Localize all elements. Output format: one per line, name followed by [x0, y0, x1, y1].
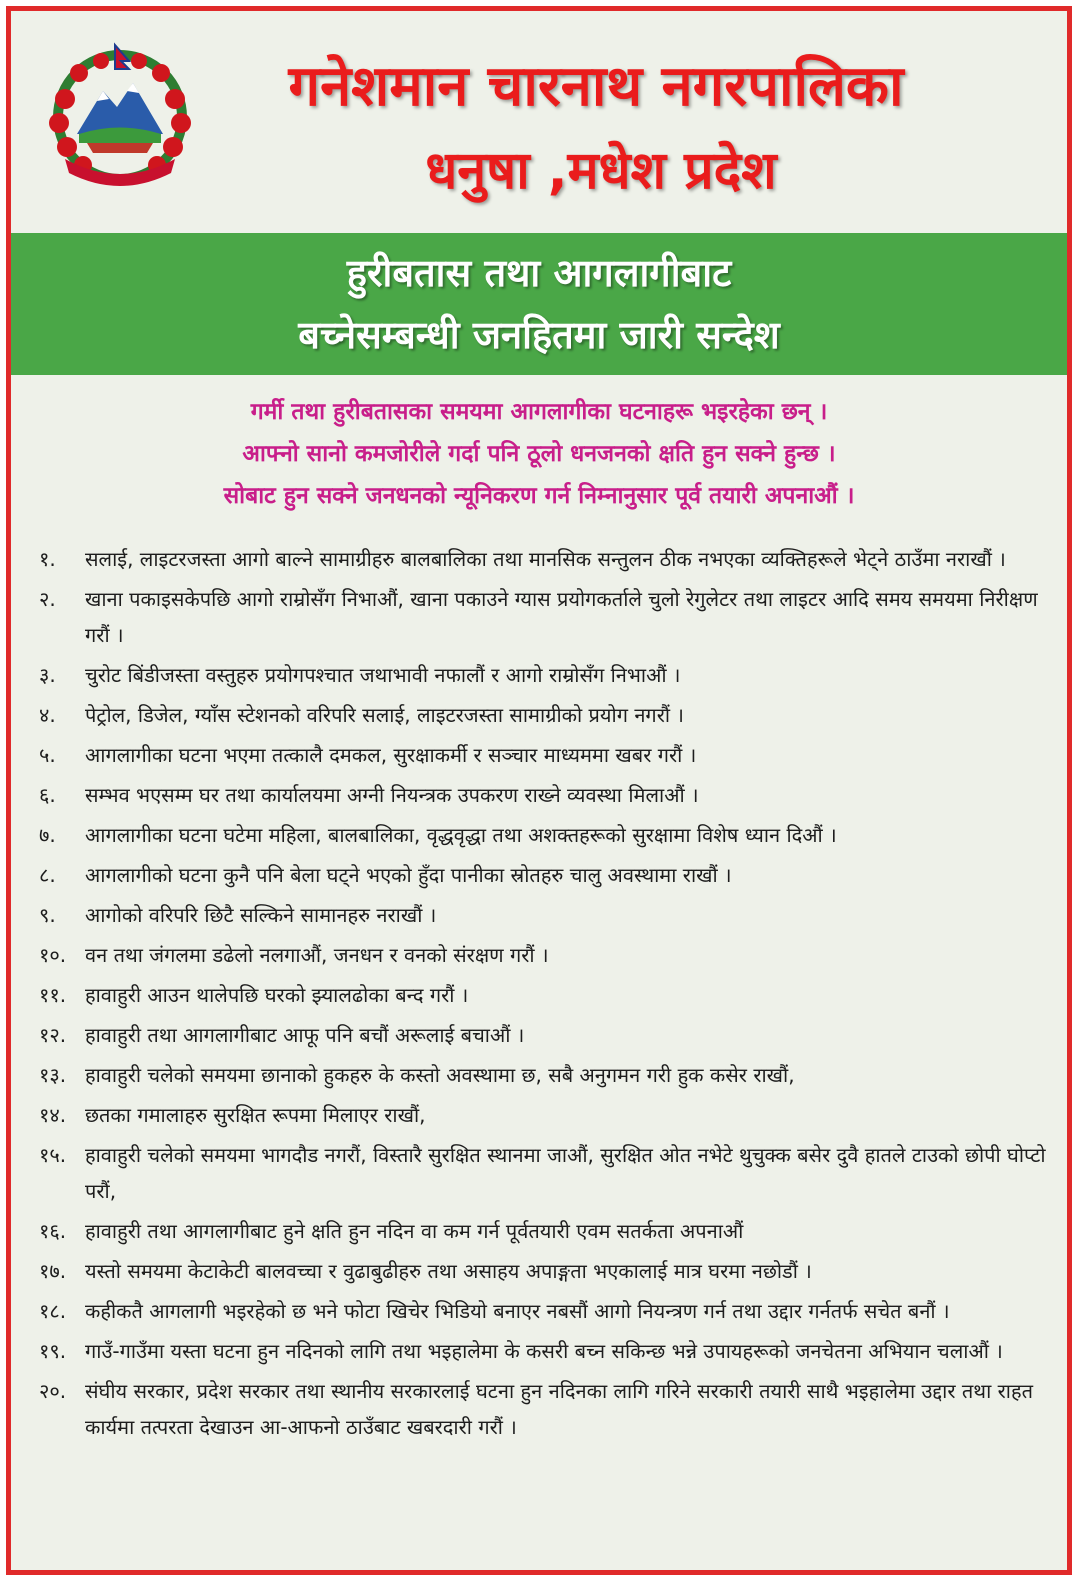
- poster-frame: [6, 6, 1072, 1575]
- list-item-number: १७.: [39, 1259, 67, 1283]
- list-item-number: ९.: [39, 903, 56, 927]
- title-banner: [11, 233, 1067, 375]
- list-item-number: २.: [39, 587, 56, 611]
- banner-title-line-2: बच्नेसम्बन्धी जनहितमा जारी सन्देश: [298, 313, 780, 357]
- list-item-text: आगलागीका घटना घटेमा महिला, बालबालिका, वृद्धवृद्धा तथा अशक्तहरूको सुरक्षामा विशेष ध्यान दिऔं ।: [85, 823, 837, 847]
- list-item: [39, 937, 1055, 973]
- intro-line: गर्मी तथा हुरीबतासका समयमा आगलागीका घटनाहरू भइरहेका छन् ।: [250, 399, 828, 425]
- list-item-number: ११.: [39, 983, 67, 1007]
- intro-line: सोबाट हुन सक्ने जनधनको न्यूनिकरण गर्न निम्नानुसार पूर्व तयारी अपनाऔं ।: [223, 483, 855, 509]
- list-item: [39, 1017, 1055, 1053]
- list-item-text: हावाहुरी चलेको समयमा भागदौड नगरौं, विस्तारै सुरक्षित स्थानमा जाऔं, सुरक्षित ओत नभेटे थुचुक्क बसेर दुवै हातले टाउको छोपी घोप्टो परौं,: [85, 1143, 1046, 1203]
- banner-title-line-1: हुरीबतास तथा आगलागीबाट: [346, 251, 732, 295]
- list-item: [39, 897, 1055, 933]
- intro-line: आफ्नो सानो कमजोरीले गर्दा पनि ठूलो धनजनको क्षति हुन सक्ने हुन्छ ।: [242, 441, 836, 467]
- list-item-text: सम्भव भएसम्म घर तथा कार्यालयमा अग्नी नियन्त्रक उपकरण राख्ने व्यवस्था मिलाऔं ।: [85, 783, 699, 807]
- list-item-number: १०.: [39, 943, 67, 967]
- list-item: [39, 817, 1055, 853]
- list-item-number: ७.: [39, 823, 56, 847]
- list-item-number: १.: [39, 547, 56, 571]
- list-item: [39, 1373, 1055, 1445]
- municipality-name: गनेशमान चारनाथ नगरपालिका: [288, 54, 904, 119]
- list-item: [39, 657, 1055, 693]
- list-item-number: १४.: [39, 1103, 67, 1127]
- list-item-number: ६.: [39, 783, 56, 807]
- poster-header: [11, 11, 1067, 233]
- list-item-number: १५.: [39, 1143, 67, 1167]
- list-item: [39, 1137, 1055, 1209]
- list-item-text: वन तथा जंगलमा डढेलो नलगाऔं, जनधन र वनको संरक्षण गरौं ।: [85, 943, 549, 967]
- list-item-number: ३.: [39, 663, 56, 687]
- list-item: [39, 777, 1055, 813]
- list-item-text: कहीकतै आगलागी भइरहेको छ भने फोटा खिचेर भिडियो बनाएर नबसौं आगो नियन्त्रण गर्न तथा उद्दार गर्नतर्फ सचेत बनौं ।: [85, 1299, 950, 1323]
- list-item-text: हावाहुरी आउन थालेपछि घरको झ्यालढोका बन्द गरौं ।: [85, 983, 469, 1007]
- municipality-location: धनुषा ,मधेश प्रदेश: [425, 141, 777, 201]
- list-item-text: हावाहुरी तथा आगलागीबाट हुने क्षति हुन नदिन वा कम गर्न पूर्वतयारी एवम सतर्कता अपनाऔं: [85, 1219, 744, 1243]
- list-item-text: यस्तो समयमा केटाकेटी बालवच्चा र वुढाबुढीहरु तथा असाहय अपाङ्गता भएकालाई मात्र घरमा नछोडौं ।: [85, 1259, 812, 1283]
- list-item: [39, 697, 1055, 733]
- list-item-text: चुरोट बिंडीजस्ता वस्तुहरु प्रयोगपश्चात जथाभावी नफालौं र आगो राम्रोसँग निभाऔं ।: [85, 663, 681, 687]
- list-item: [39, 1057, 1055, 1093]
- list-item: [39, 581, 1055, 653]
- intro-message: [11, 391, 1067, 517]
- list-item-number: १३.: [39, 1063, 67, 1087]
- list-item: [39, 1293, 1055, 1329]
- list-item-text: हावाहुरी तथा आगलागीबाट आफू पनि बचौं अरूलाई बचाऔं ।: [85, 1023, 525, 1047]
- list-item-text: सलाई, लाइटरजस्ता आगो बाल्ने सामाग्रीहरु बालबालिका तथा मानसिक सन्तुलन ठीक नभएका व्यक्तिहरूले भेट्ने ठाउँमा नराखौं ।: [85, 547, 1006, 571]
- list-item: [39, 1333, 1055, 1369]
- instructions-list: [39, 541, 1055, 1449]
- list-item-text: हावाहुरी चलेको समयमा छानाको हुकहरु के कस्तो अवस्थामा छ, सबै अनुगमन गरी हुक कसेर राखौं,: [85, 1063, 795, 1087]
- list-item-number: ४.: [39, 703, 56, 727]
- list-item-number: १९.: [39, 1339, 67, 1363]
- list-item: [39, 857, 1055, 893]
- list-item-number: ५.: [39, 743, 56, 767]
- nepal-emblem-icon: [35, 39, 205, 189]
- list-item-text: आगलागीका घटना भएमा तत्कालै दमकल, सुरक्षाकर्मी र सञ्चार माध्यममा खबर गरौं ।: [85, 743, 697, 767]
- list-item-number: १६.: [39, 1219, 67, 1243]
- list-item: [39, 541, 1055, 577]
- list-item-text: आगोको वरिपरि छिटै सल्किने सामानहरु नराखौं ।: [85, 903, 437, 927]
- list-item-text: गाउँ-गाउँमा यस्ता घटना हुन नदिनको लागि तथा भइहालेमा के कसरी बच्न सकिन्छ भन्ने उपायहरूको जनचेतना अभियान चलाऔं ।: [85, 1339, 1003, 1363]
- list-item: [39, 1253, 1055, 1289]
- list-item: [39, 977, 1055, 1013]
- list-item-number: ८.: [39, 863, 56, 887]
- list-item-text: छतका गमालाहरु सुरक्षित रूपमा मिलाएर राखौं,: [85, 1103, 426, 1127]
- list-item-text: संघीय सरकार, प्रदेश सरकार तथा स्थानीय सरकारलाई घटना हुन नदिनका लागि गरिने सरकारी तयारी साथै भइहालेमा उद्दार तथा राहत कार्यमा तत्परता देखाउन आ-आफनो ठाउँबाट खबरदारी गरौं ।: [85, 1379, 1033, 1439]
- list-item: [39, 737, 1055, 773]
- list-item: [39, 1213, 1055, 1249]
- list-item-text: खाना पकाइसकेपछि आगो राम्रोसँग निभाऔं, खाना पकाउने ग्यास प्रयोगकर्ताले चुलो रेगुलेटर तथा लाइटर आदि समय समयमा निरीक्षण गरौं ।: [85, 587, 1038, 647]
- list-item: [39, 1097, 1055, 1133]
- list-item-number: २०.: [39, 1379, 67, 1403]
- list-item-text: आगलागीको घटना कुनै पनि बेला घट्ने भएको हुँदा पानीका स्रोतहरु चालु अवस्थामा राखौं ।: [85, 863, 732, 887]
- list-item-text: पेट्रोल, डिजेल, ग्याँस स्टेशनको वरिपरि सलाई, लाइटरजस्ता सामाग्रीको प्रयोग नगरौं ।: [85, 703, 684, 727]
- list-item-number: १२.: [39, 1023, 67, 1047]
- list-item-number: १८.: [39, 1299, 67, 1323]
